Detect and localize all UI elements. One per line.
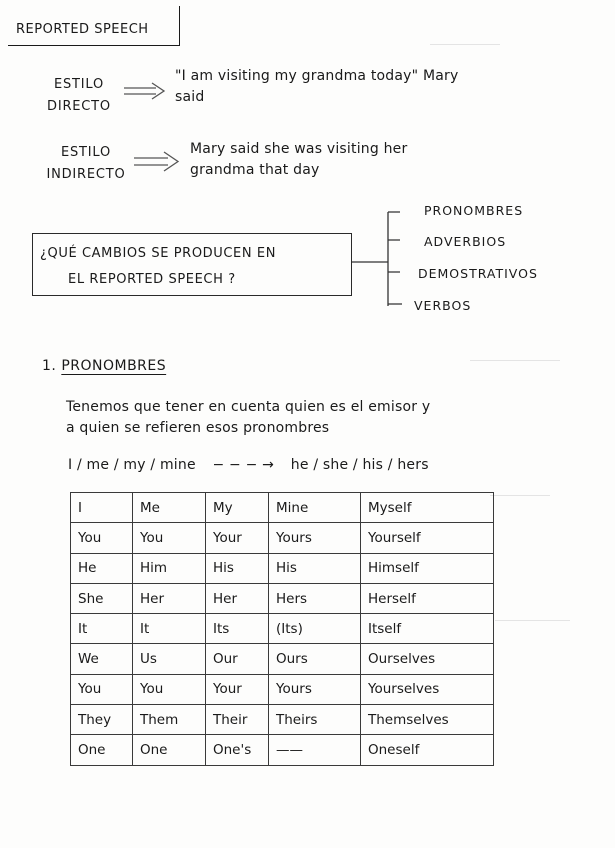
direct-example-line1: "I am visiting my grandma today" Mary [175,68,459,84]
page-title: REPORTED SPEECH [16,22,149,37]
table-cell-possessive-adjective: Our [206,644,269,674]
table-row [71,674,494,704]
question-text [40,241,276,293]
direct-label [38,74,120,118]
example-right: he / she / his / hers [290,457,429,473]
question-line2: EL REPORTED SPEECH ? [68,272,236,287]
table-cell-reflexive: Yourselves [361,674,494,704]
table-cell-object: One [133,735,206,765]
table-cell-possessive-adjective: His [206,553,269,583]
pronoun-table [70,492,494,766]
table-cell-possessive-pronoun: (Its) [269,614,361,644]
table-cell-reflexive: Ourselves [361,644,494,674]
table-row [71,735,494,765]
change-item-verbos: VERBOS [414,298,472,313]
table-cell-object: You [133,523,206,553]
indirect-label [36,142,136,186]
bleed-line [470,360,560,361]
table-cell-subject: You [71,523,133,553]
indirect-label-line2: INDIRECTO [46,167,126,182]
section-title: PRONOMBRES [61,358,167,374]
indirect-example-line2: grandma that day [190,162,320,178]
table-cell-object: Us [133,644,206,674]
table-cell-reflexive: Yourself [361,523,494,553]
change-item-pronombres: PRONOMBRES [424,203,524,218]
direct-example-line2: said [175,89,205,105]
bleed-line [495,620,570,621]
table-cell-possessive-adjective: Your [206,523,269,553]
table-row [71,644,494,674]
section-text [66,397,430,439]
table-row [71,493,494,523]
table-cell-possessive-pronoun: Yours [269,523,361,553]
example-left: I / me / my / mine [68,457,196,473]
table-cell-possessive-adjective: Their [206,705,269,735]
table-cell-object: Them [133,705,206,735]
table-row [71,583,494,613]
table-cell-subject: You [71,674,133,704]
table-cell-possessive-adjective: One's [206,735,269,765]
section-text-line2: a quien se refieren esos pronombres [66,420,330,436]
table-cell-subject: She [71,583,133,613]
table-cell-subject: It [71,614,133,644]
section-number: 1. [42,358,57,374]
direct-label-line1: ESTILO [53,77,105,92]
pronoun-example [68,455,429,476]
table-cell-reflexive: Himself [361,553,494,583]
table-cell-subject: They [71,705,133,735]
indirect-example [190,139,407,181]
question-line1: ¿QUÉ CAMBIOS SE PRODUCEN EN [40,246,277,261]
table-cell-subject: We [71,644,133,674]
bracket-connector [352,204,412,314]
table-cell-subject: One [71,735,133,765]
example-arrow: − − − → [212,457,275,473]
double-arrow-icon [132,150,182,174]
table-cell-object: Her [133,583,206,613]
section-text-line1: Tenemos que tener en cuenta quien es el emisor y [66,399,431,415]
table-cell-possessive-pronoun: Yours [269,674,361,704]
indirect-label-line1: ESTILO [60,145,112,160]
direct-label-line2: DIRECTO [47,99,111,114]
change-item-demostrativos: DEMOSTRATIVOS [418,266,538,281]
table-cell-subject: I [71,493,133,523]
table-cell-object: You [133,674,206,704]
table-cell-possessive-adjective: Its [206,614,269,644]
table-cell-object: Him [133,553,206,583]
table-cell-reflexive: Herself [361,583,494,613]
table-cell-possessive-adjective: Her [206,583,269,613]
table-cell-possessive-pronoun: Ours [269,644,361,674]
bleed-line [490,495,550,496]
table-cell-reflexive: Themselves [361,705,494,735]
table-cell-possessive-pronoun: His [269,553,361,583]
table-cell-possessive-adjective: Your [206,674,269,704]
table-cell-possessive-pronoun: Theirs [269,705,361,735]
table-cell-object: It [133,614,206,644]
table-cell-possessive-pronoun: Mine [269,493,361,523]
table-cell-possessive-pronoun: —— [269,735,361,765]
table-row [71,614,494,644]
section-heading [42,358,166,374]
table-cell-reflexive: Itself [361,614,494,644]
double-arrow-icon [122,80,168,102]
table-cell-object: Me [133,493,206,523]
table-row [71,523,494,553]
table-cell-possessive-adjective: My [206,493,269,523]
table-cell-possessive-pronoun: Hers [269,583,361,613]
table-row [71,553,494,583]
direct-example [175,66,458,108]
table-row [71,705,494,735]
bleed-line [430,44,500,45]
indirect-example-line1: Mary said she was visiting her [190,141,408,157]
table-cell-reflexive: Oneself [361,735,494,765]
change-item-adverbios: ADVERBIOS [424,234,507,249]
table-cell-reflexive: Myself [361,493,494,523]
table-cell-subject: He [71,553,133,583]
